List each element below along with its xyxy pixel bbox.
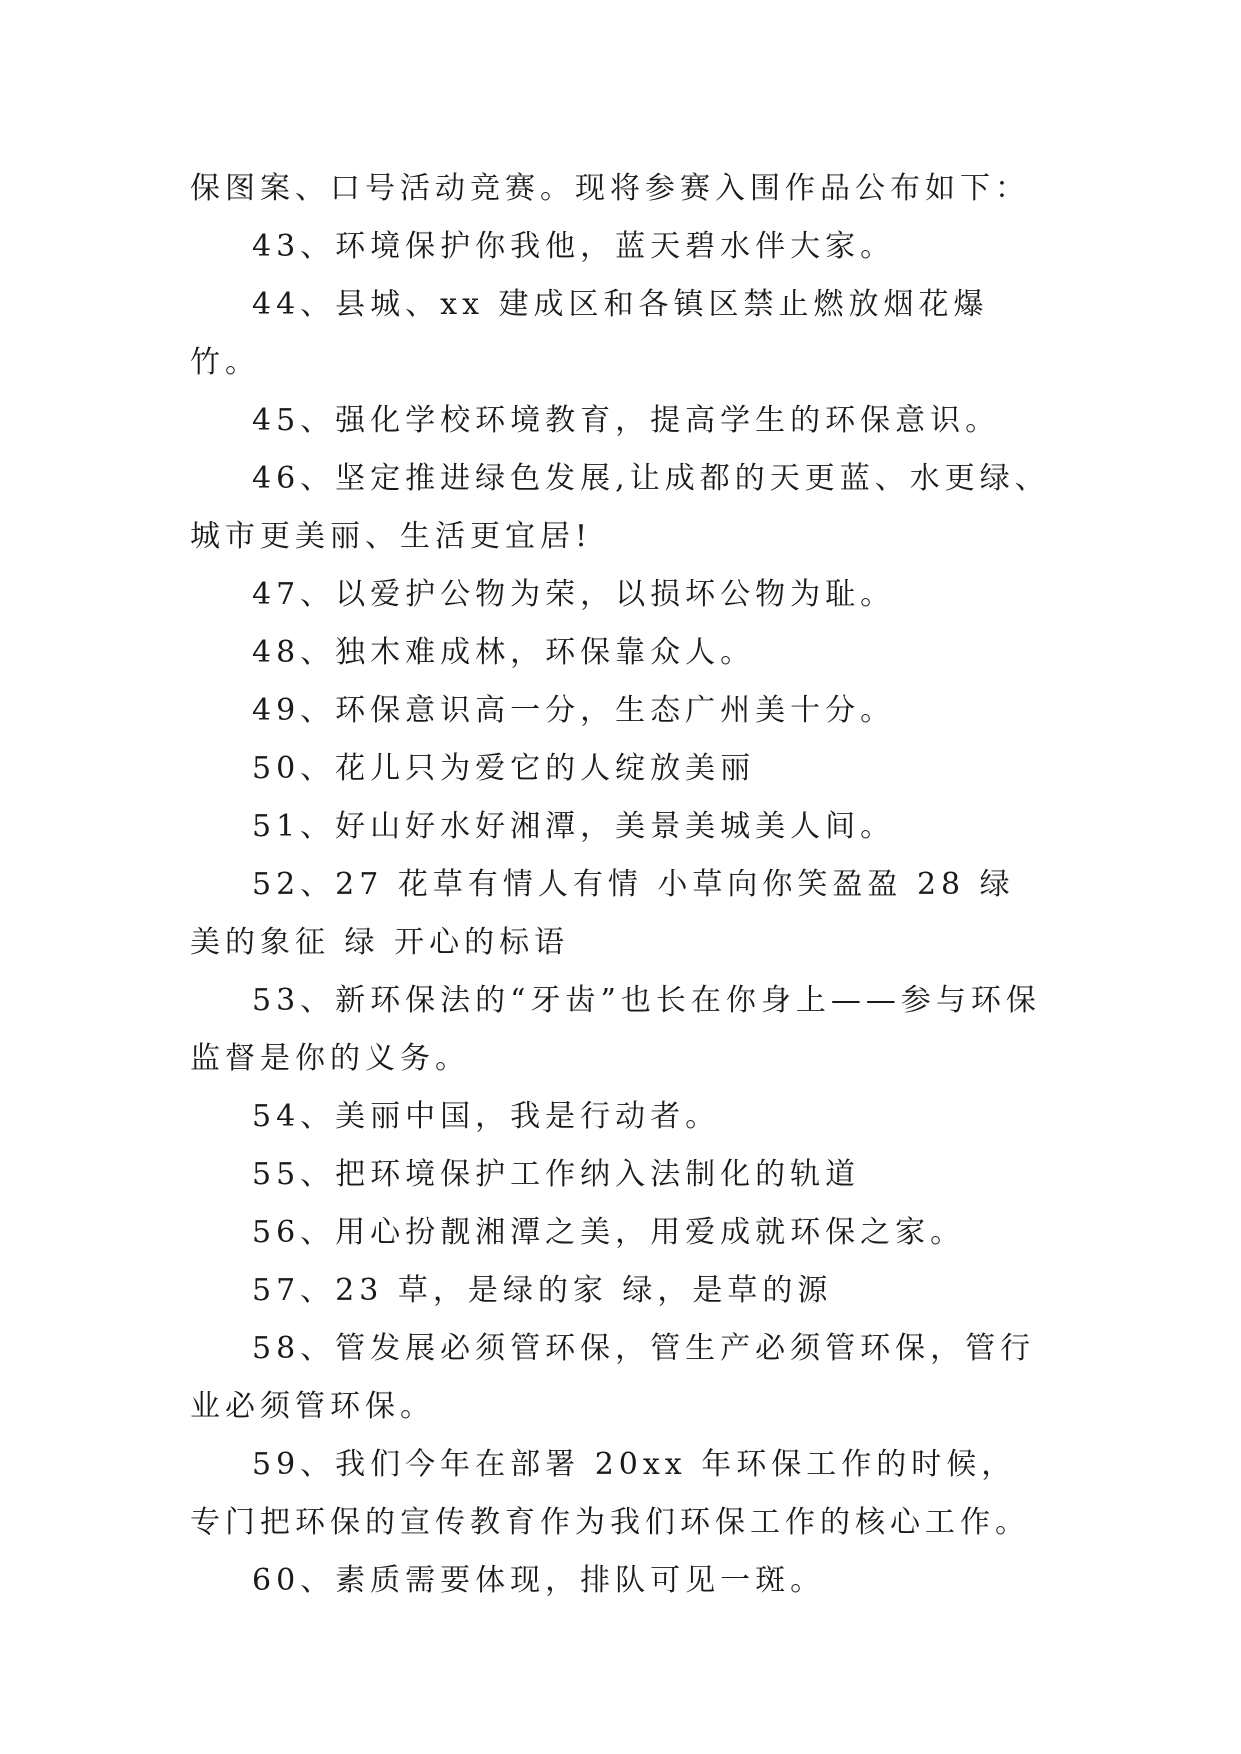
list-item: 48、独木难成林，环保靠众人。: [252, 635, 756, 670]
list-item: 49、环保意识高一分，生态广州美十分。: [252, 693, 896, 728]
paragraph: 保图案、口号活动竞赛。现将参赛入围作品公布如下：: [190, 171, 1030, 206]
document-body: [190, 160, 1050, 1610]
list-item: 55、把环境保护工作纳入法制化的轨道: [252, 1157, 861, 1192]
list-item: 47、以爱护公物为荣，以损坏公物为耻。: [252, 577, 896, 612]
list-item: 54、美丽中国，我是行动者。: [252, 1099, 721, 1134]
list-item: 53、新环保法的“牙齿”也长在你身上——参与环保监督是你的义务。: [190, 983, 1041, 1076]
list-item: 56、用心扮靓湘潭之美，用爱成就环保之家。: [252, 1215, 966, 1250]
list-item: 50、花儿只为爱它的人绽放美丽: [252, 751, 756, 786]
list-item: 51、好山好水好湘潭，美景美城美人间。: [252, 809, 896, 844]
list-item: 59、我们今年在部署 20xx 年环保工作的时候，专门把环保的宣传教育作为我们环保工作的核心工作。: [190, 1447, 1030, 1540]
list-item: 60、素质需要体现，排队可见一斑。: [252, 1563, 826, 1598]
list-item: 52、27 花草有情人有情 小草向你笑盈盈 28 绿 美的象征 绿 开心的标语: [190, 867, 1015, 960]
list-item: 57、23 草，是绿的家 绿，是草的源: [252, 1273, 833, 1308]
list-item: 45、强化学校环境教育，提高学生的环保意识。: [252, 403, 1001, 438]
list-item: 46、坚定推进绿色发展,让成都的天更蓝、水更绿、城市更美丽、生活更宜居!: [190, 461, 1050, 554]
list-item: 44、县城、xx 建成区和各镇区禁止燃放烟花爆竹。: [190, 287, 989, 380]
list-item: 43、环境保护你我他，蓝天碧水伴大家。: [252, 229, 896, 264]
list-item: 58、管发展必须管环保，管生产必须管环保，管行业必须管环保。: [190, 1331, 1036, 1424]
